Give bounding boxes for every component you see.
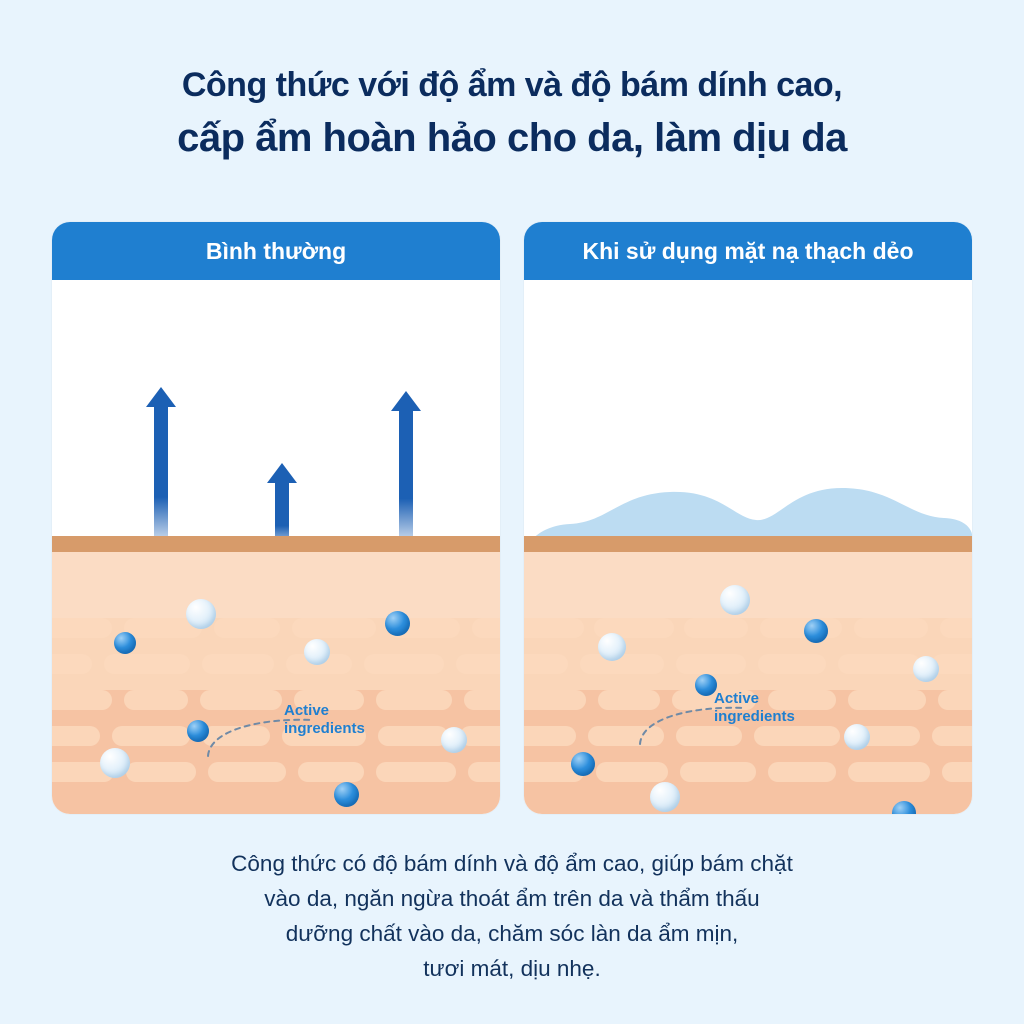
skin-surface-layer bbox=[524, 536, 972, 552]
active-ingredients-label bbox=[284, 702, 365, 738]
panel-with-pack-body bbox=[524, 280, 972, 814]
panel-normal-title: Bình thường bbox=[52, 222, 500, 280]
comparison-panels bbox=[52, 222, 972, 814]
panel-normal-body bbox=[52, 280, 500, 814]
footer-description bbox=[0, 846, 1024, 986]
panel-with-pack bbox=[524, 222, 972, 814]
droplet bbox=[720, 585, 750, 615]
page-title bbox=[0, 62, 1024, 164]
moisture-arrow-left bbox=[154, 404, 168, 554]
droplet bbox=[304, 639, 330, 665]
droplet bbox=[114, 632, 136, 654]
droplet bbox=[913, 656, 939, 682]
active-ingredients-line-1: Active bbox=[714, 690, 760, 707]
droplet bbox=[100, 748, 130, 778]
headline-line-1: Công thức với độ ẩm và độ bám dính cao, bbox=[181, 66, 843, 104]
droplet bbox=[441, 727, 467, 753]
droplet bbox=[844, 724, 870, 750]
headline-line-2: cấp ẩm hoàn hảo cho da, làm dịu da bbox=[177, 116, 847, 160]
active-ingredients-line-1: Active bbox=[284, 702, 330, 719]
skin-epidermis-layer bbox=[524, 552, 972, 618]
active-ingredients-line-2: ingredients bbox=[284, 720, 365, 737]
active-ingredients-label bbox=[714, 690, 795, 726]
droplet bbox=[385, 611, 410, 636]
footer-line-2: vào da, ngăn ngừa thoát ẩm trên da và thẩm thấu bbox=[264, 886, 760, 911]
footer-line-1: Công thức có độ bám dính và độ ẩm cao, giúp bám chặt bbox=[231, 851, 793, 876]
skin-epidermis-layer bbox=[52, 552, 500, 618]
active-ingredients-line-2: ingredients bbox=[714, 708, 795, 725]
footer-line-3: dưỡng chất vào da, chăm sóc làn da ẩm mịn, bbox=[285, 921, 739, 946]
droplet bbox=[186, 599, 216, 629]
footer-line-4: tươi mát, dịu nhẹ. bbox=[423, 956, 601, 981]
droplet bbox=[334, 782, 359, 807]
droplet bbox=[598, 633, 626, 661]
panel-with-pack-title: Khi sử dụng mặt nạ thạch dẻo bbox=[524, 222, 972, 280]
skin-surface-layer bbox=[52, 536, 500, 552]
droplet bbox=[571, 752, 595, 776]
moisture-arrow-right bbox=[399, 408, 413, 554]
panel-normal bbox=[52, 222, 500, 814]
droplet bbox=[804, 619, 828, 643]
droplet bbox=[650, 782, 680, 812]
